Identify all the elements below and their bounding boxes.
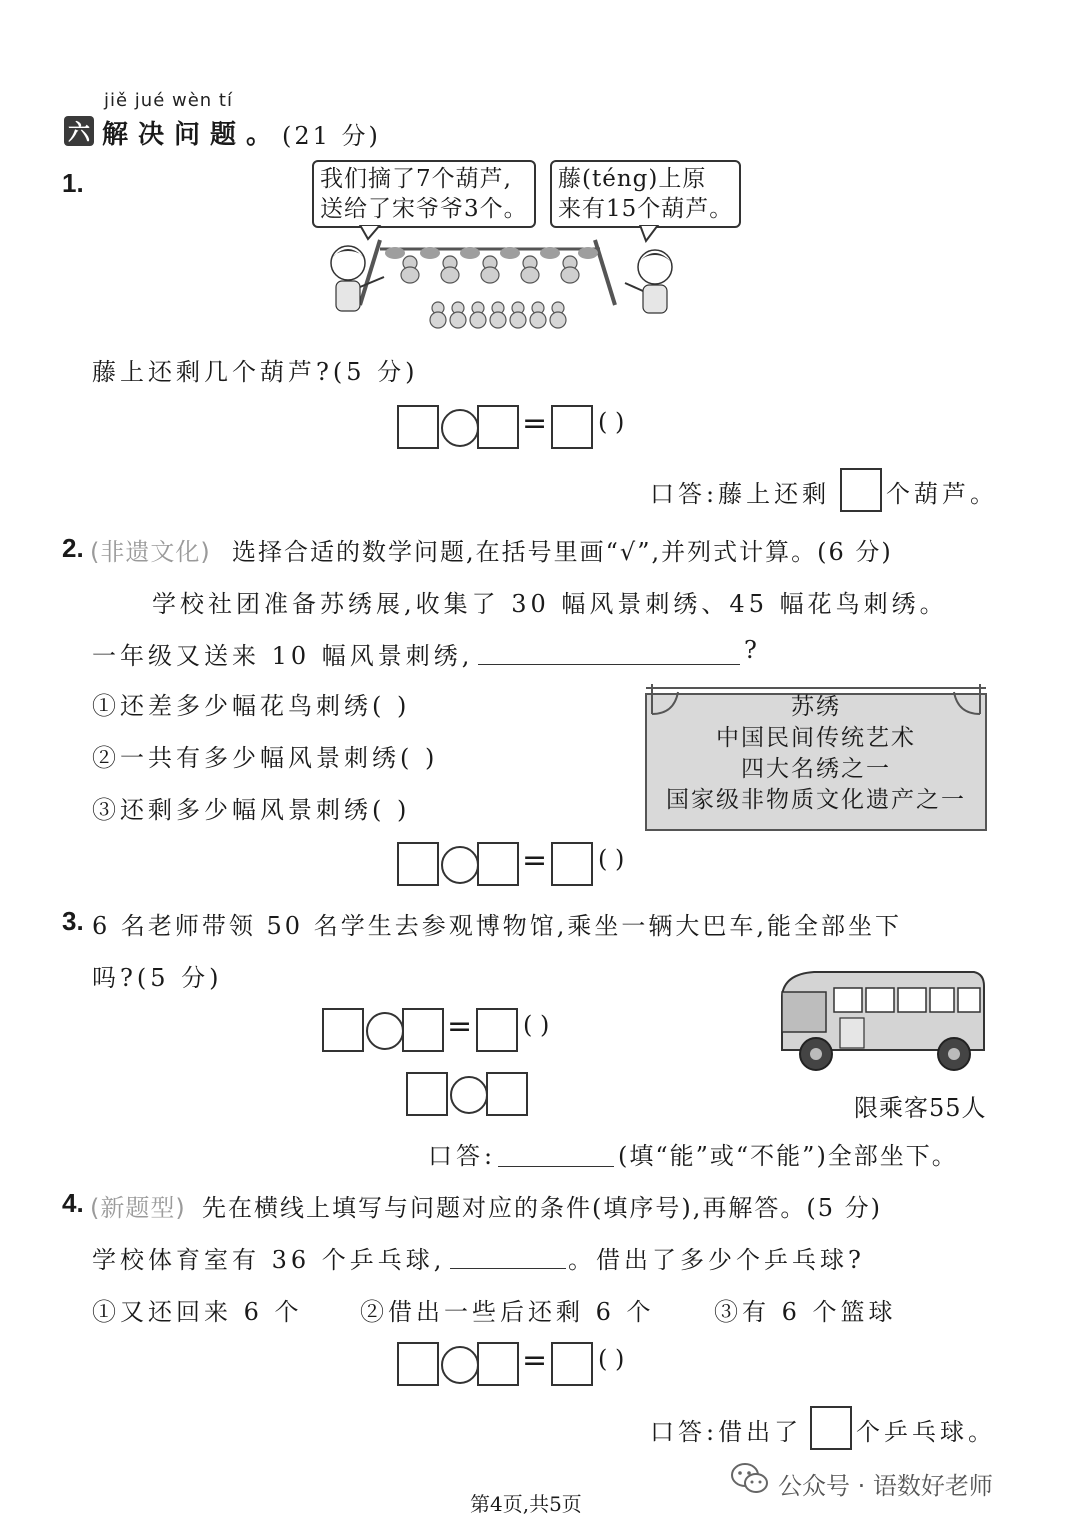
- question-3-answer-suffix: (填“能”或“不能”)全部坐下。: [618, 1142, 958, 1170]
- answer-box[interactable]: [810, 1406, 852, 1450]
- question-4-answer-suffix: 个乒乓球。: [856, 1418, 996, 1446]
- answer-box[interactable]: [840, 468, 882, 512]
- question-1-text: 藤上还剩几个葫芦?(5 分): [92, 358, 419, 386]
- question-2-question-mark: ?: [744, 636, 761, 664]
- question-4-tag: (新题型): [90, 1194, 186, 1222]
- unit-parentheses[interactable]: ( ): [598, 845, 625, 873]
- embroidery-card-text: [646, 692, 986, 816]
- equation-box[interactable]: [397, 842, 439, 886]
- unit-parentheses[interactable]: ( ): [598, 1345, 625, 1373]
- wechat-icon: [730, 1462, 770, 1496]
- result-box[interactable]: [551, 842, 593, 886]
- section-pinyin: jiě jué wèn tí: [104, 90, 233, 111]
- equation-box[interactable]: [477, 405, 519, 449]
- card-line-2: 四大名绣之一: [741, 756, 891, 782]
- equation-box[interactable]: [477, 842, 519, 886]
- operator-circle[interactable]: [441, 1346, 479, 1384]
- question-1-number: 1.: [62, 168, 84, 198]
- comparison-box[interactable]: [406, 1072, 448, 1116]
- boy-speech-bubble: [550, 160, 741, 228]
- equation-box[interactable]: [397, 1342, 439, 1386]
- equals-sign: =: [522, 406, 548, 441]
- question-3-line-2: 吗?(5 分): [92, 964, 223, 992]
- equals-sign: =: [522, 1343, 548, 1378]
- unit-parentheses[interactable]: ( ): [598, 408, 625, 436]
- girl-speech-bubble: [312, 160, 536, 228]
- bus-capacity-caption: 限乘客55人: [854, 1094, 987, 1122]
- operator-circle[interactable]: [441, 846, 479, 884]
- watermark-text: 公众号 · 语数好老师: [778, 1472, 993, 1500]
- question-2-option-1[interactable]: ①还差多少幅花鸟刺绣( ): [92, 692, 411, 720]
- question-2-blank-line[interactable]: [478, 664, 740, 665]
- question-3-answer-prefix: 口答:: [428, 1142, 497, 1170]
- bus-icon: [774, 966, 988, 1078]
- operator-circle[interactable]: [441, 409, 479, 447]
- question-4-number: 4.: [62, 1188, 84, 1218]
- equation-box[interactable]: [322, 1008, 364, 1052]
- card-title: 苏绣: [791, 694, 841, 720]
- section-title: 解决问题。: [102, 120, 283, 150]
- page-number: 第4页,共5页: [470, 1492, 582, 1516]
- comparison-circle[interactable]: [450, 1076, 488, 1114]
- section-badge: 六: [64, 116, 94, 146]
- question-2-option-3[interactable]: ③还剩多少幅风景刺绣( ): [92, 796, 411, 824]
- equation-box[interactable]: [397, 405, 439, 449]
- comparison-box[interactable]: [486, 1072, 528, 1116]
- card-line-1: 中国民间传统艺术: [716, 725, 916, 751]
- question-1-answer-suffix: 个葫芦。: [886, 480, 998, 508]
- question-3-answer-line[interactable]: [498, 1166, 614, 1167]
- question-2-line-1: 学校社团准备苏绣展,收集了 30 幅风景刺绣、45 幅花鸟刺绣。: [152, 590, 948, 618]
- question-2-option-2[interactable]: ②一共有多少幅风景刺绣( ): [92, 744, 439, 772]
- question-2-tag: (非遗文化): [90, 538, 211, 566]
- question-3-line-1: 6 名老师带领 50 名学生去参观博物馆,乘坐一辆大巴车,能全部坐下: [92, 912, 902, 940]
- question-4-option-3: ③有 6 个篮球: [714, 1298, 897, 1326]
- unit-parentheses[interactable]: ( ): [523, 1011, 550, 1039]
- equation-box[interactable]: [477, 1342, 519, 1386]
- boy-figure: [625, 250, 672, 313]
- question-4-option-2: ②借出一些后还剩 6 个: [360, 1298, 655, 1326]
- question-4-blank-line[interactable]: [450, 1268, 566, 1269]
- result-box[interactable]: [476, 1008, 518, 1052]
- equals-sign: =: [522, 843, 548, 878]
- equals-sign: =: [447, 1009, 473, 1044]
- girl-speech-line-2: 送给了宋爷爷3个。: [320, 196, 528, 222]
- equation-box[interactable]: [402, 1008, 444, 1052]
- question-2-number: 2.: [62, 533, 84, 563]
- card-line-3: 国家级非物质文化遗产之一: [666, 787, 966, 813]
- question-3-number: 3.: [62, 906, 84, 936]
- question-4-option-1: ①又还回来 6 个: [92, 1298, 303, 1326]
- boy-speech-line-1: 藤(téng)上原: [558, 166, 707, 192]
- question-4-answer-prefix: 口答:借出了: [650, 1418, 803, 1446]
- question-1-answer-prefix: 口答:藤上还剩: [650, 480, 831, 508]
- question-4-line-1b: 。借出了多少个乒乓球?: [568, 1246, 865, 1274]
- question-2-instruction: 选择合适的数学问题,在括号里画“√”,并列式计算。(6 分): [232, 538, 893, 566]
- result-box[interactable]: [551, 1342, 593, 1386]
- operator-circle[interactable]: [366, 1012, 404, 1050]
- girl-speech-line-1: 我们摘了7个葫芦,: [320, 166, 512, 192]
- question-4-line-1a: 学校体育室有 36 个乒乓球,: [92, 1246, 446, 1274]
- question-4-instruction: 先在横线上填写与问题对应的条件(填序号),再解答。(5 分): [202, 1194, 882, 1222]
- boy-speech-line-2: 来有15个葫芦。: [558, 196, 734, 222]
- result-box[interactable]: [551, 405, 593, 449]
- gourd-vine-illustration: [320, 225, 690, 337]
- section-score: (21 分): [282, 122, 381, 150]
- question-2-line-2: 一年级又送来 10 幅风景刺绣,: [92, 642, 474, 670]
